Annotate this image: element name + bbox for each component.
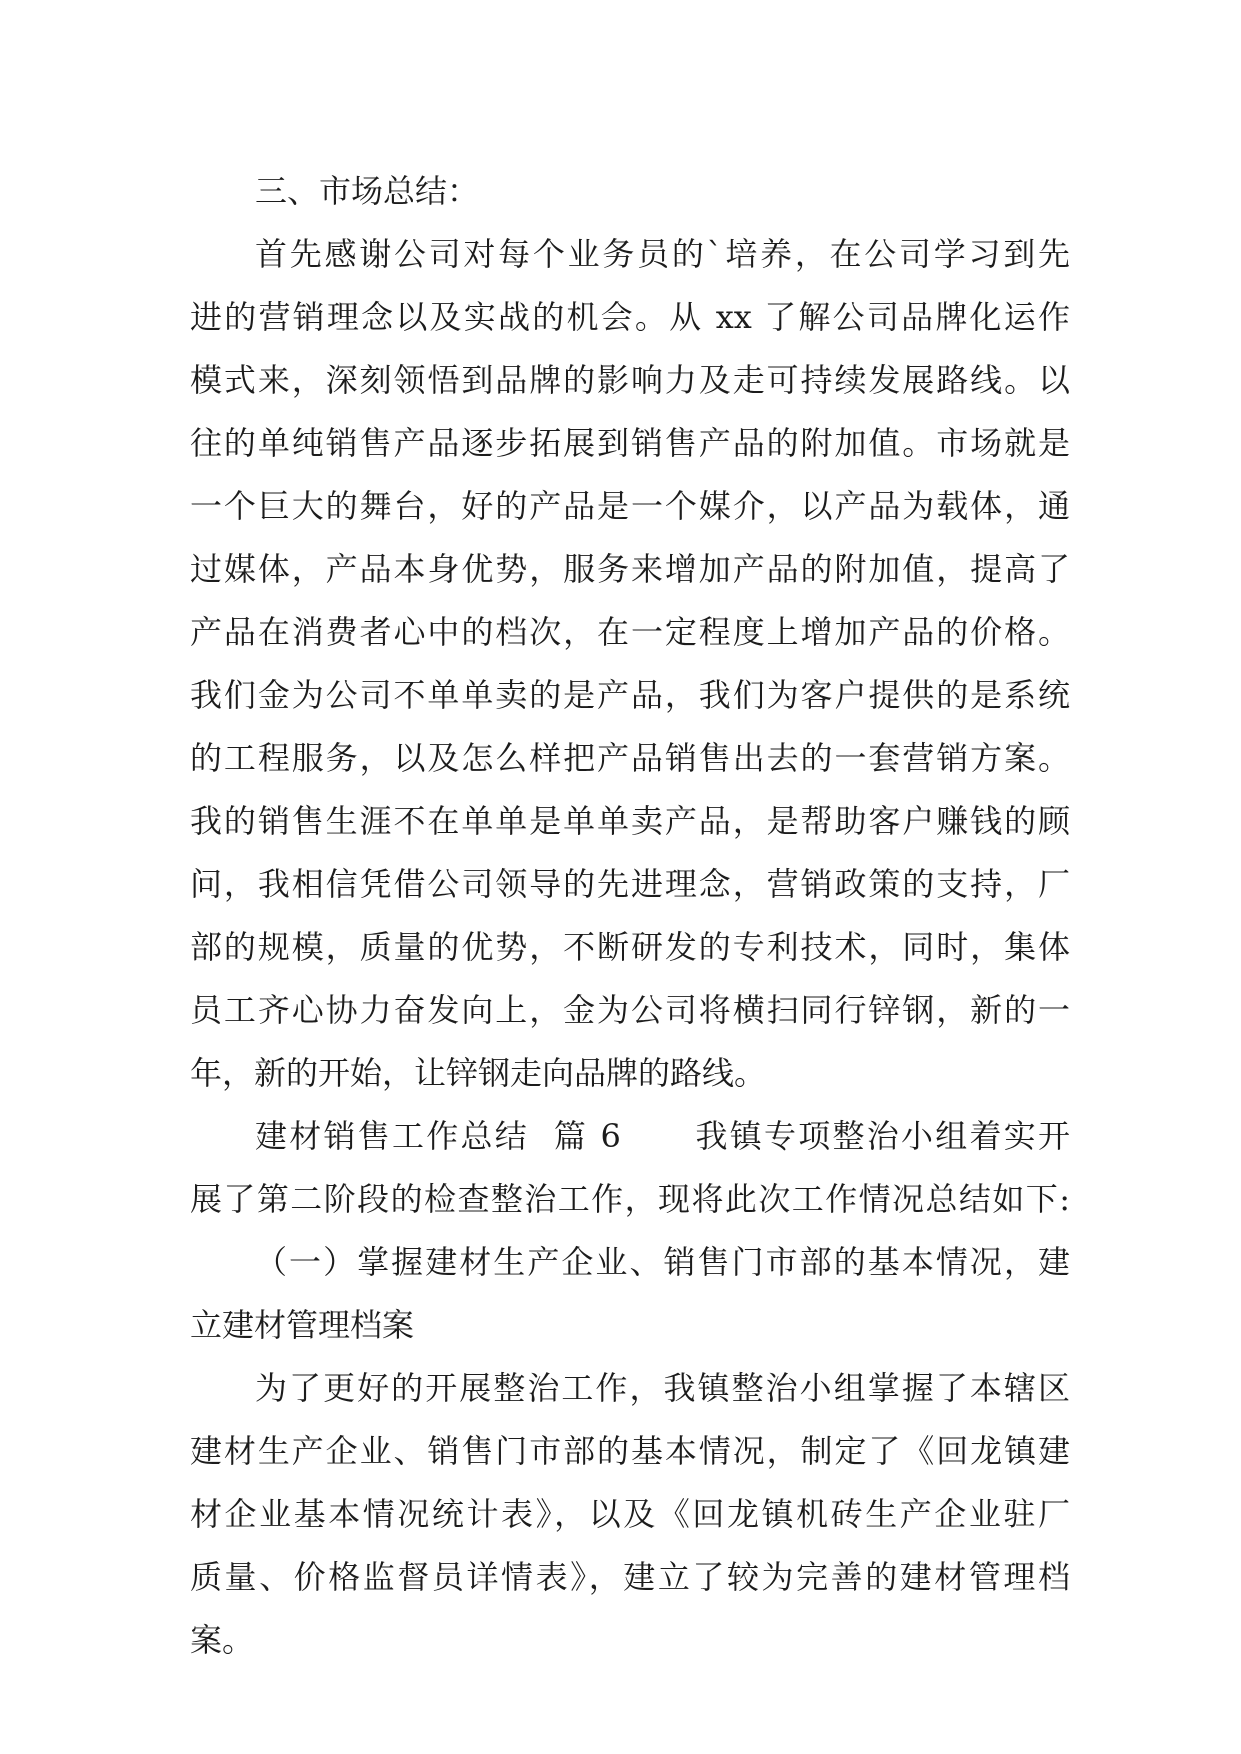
paragraph-1-line: 进的营销理念以及实战的机会。从 xx 了解公司品牌化运作 xyxy=(190,298,1070,336)
paragraph-1-line: 我们金为公司不单单卖的是产品，我们为客户提供的是系统 xyxy=(190,676,1070,714)
paragraph-3-line: 建材生产企业、销售门市部的基本情况，制定了《回龙镇建 xyxy=(190,1432,1070,1470)
paragraph-1-line: 的工程服务，以及怎么样把产品销售出去的一套营销方案。 xyxy=(190,739,1070,777)
paragraph-2-line: 展了第二阶段的检查整治工作，现将此次工作情况总结如下: xyxy=(190,1180,1070,1218)
paragraph-3-line: 案。 xyxy=(190,1621,255,1659)
paragraph-3-line: 材企业基本情况统计表》，以及《回龙镇机砖生产企业驻厂 xyxy=(190,1495,1070,1533)
paragraph-1-line: 往的单纯销售产品逐步拓展到销售产品的附加值。市场就是 xyxy=(190,424,1070,462)
paragraph-2-line: 建材销售工作总结 篇 6 我镇专项整治小组着实开 xyxy=(255,1117,1070,1155)
paragraph-1-line: 问，我相信凭借公司领导的先进理念，营销政策的支持，厂 xyxy=(190,865,1070,903)
paragraph-1-line: 我的销售生涯不在单单是单单卖产品，是帮助客户赚钱的顾 xyxy=(190,802,1070,840)
paragraph-1-line: 模式来，深刻领悟到品牌的影响力及走可持续发展路线。以 xyxy=(190,361,1070,399)
paragraph-1-line: 年，新的开始，让锌钢走向品牌的路线。 xyxy=(190,1054,767,1092)
section-heading: 三、市场总结： xyxy=(255,172,480,210)
paragraph-1-line: 员工齐心协力奋发向上，金为公司将横扫同行锌钢，新的一 xyxy=(190,991,1070,1029)
paragraph-1-line: 一个巨大的舞台，好的产品是一个媒介，以产品为载体，通 xyxy=(190,487,1070,525)
paragraph-3-line: 质量、价格监督员详情表》，建立了较为完善的建材管理档 xyxy=(190,1558,1070,1596)
subheading-1-line: 立建材管理档案 xyxy=(190,1306,415,1344)
paragraph-1-line: 首先感谢公司对每个业务员的`培养，在公司学习到先 xyxy=(255,235,1070,273)
paragraph-3-line: 为了更好的开展整治工作，我镇整治小组掌握了本辖区 xyxy=(255,1369,1070,1407)
document-body xyxy=(190,160,1070,1672)
paragraph-1-line: 产品在消费者心中的档次，在一定程度上增加产品的价格。 xyxy=(190,613,1070,651)
paragraph-1-line: 部的规模，质量的优势，不断研发的专利技术，同时，集体 xyxy=(190,928,1070,966)
paragraph-1-line: 过媒体，产品本身优势，服务来增加产品的附加值，提高了 xyxy=(190,550,1070,588)
subheading-1-line: （一）掌握建材生产企业、销售门市部的基本情况，建 xyxy=(255,1243,1070,1281)
